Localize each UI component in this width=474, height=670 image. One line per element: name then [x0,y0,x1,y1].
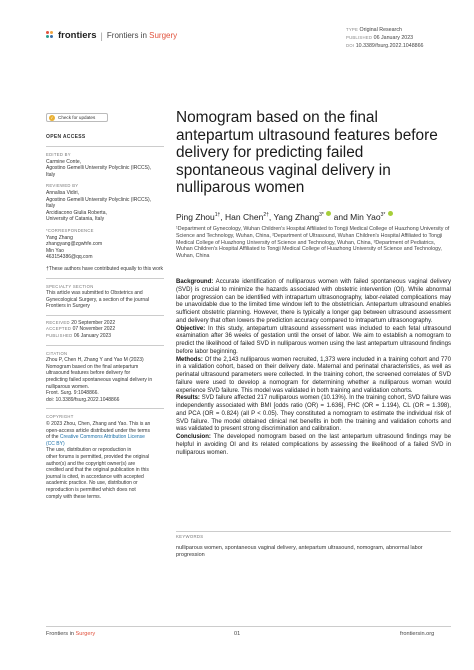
update-check-icon: ✓ [50,114,54,120]
logo-separator: | [100,30,103,41]
article-meta: TYPE Original Research PUBLISHED 06 January 2023 DOI 10.3389/fsurg.2022.1048866 [346,27,424,49]
affiliations: ¹Department of Gynecology, Wuhan Children's Hospital Affiliated to Tongji Medical College of Huazhong University of Science and Technology, Wuhan, China, ²Department of Ultrasound, Wuhan Children's Hospital Affiliated to Tongji Medical College of Huazhong University of Science and Technology, Wuhan, China, ³Department of Pediatrics, Wuhan Children's Hospital Affiliated to Tongji Medical College of Huazhong University of Science and Technology, Wuhan, China [176,226,450,260]
orcid-icon[interactable] [388,211,393,216]
article-title: Nomogram based on the final antepartum ultrasound features before delivery for predicting failed spontaneous vaginal delivery in nulliparous women [176,109,438,197]
footer-site-link[interactable]: frontiersin.org [400,631,435,637]
check-for-updates-button[interactable]: ✓ Check for updates [46,113,108,122]
brand-name: frontiers [58,30,97,41]
keywords-divider [176,531,451,532]
email-link-1[interactable]: zhangyang@zgwhfe.com [46,241,103,248]
cc-license-link[interactable]: Creative Commons Attribution License [59,434,145,441]
email-link-2[interactable]: 463154386@qq.com [46,254,93,261]
journal-logo [46,30,177,41]
author-list: Ping Zhou$^{1\dagger}$, Han Chen$^{2\dagger}$, Yang Zhang$^{3*}$ and Min Yao$^{3*}$ [176,211,393,222]
page-number: 01 [234,631,241,637]
footer-journal: Frontiers in Surgery [46,631,96,637]
abstract: Background: Accurate identification of nulliparous women with failed spontaneous vaginal delivery (SVD) is crucial to minimize the hazards associated with obstetric intervention (OI). While abnormal labor progression can be identified with intrapartum ultrasonography, labor-related complications may be unavoidable due to the limited time window left to the obstetrician. Antepartum ultrasound enables sufficient obstetric planning. However, there is typically a longer gap between ultrasound assessment and delivery that often lowers the prediction accuracy compared to intrapartum ultrasonography. Objective: In this study, antepartum ultrasound assessment was included to each fetal ultrasound examination after 36 weeks of gestation until the onset of labor. We aim to establish a nomogram to predict the likelihood of failed SVD in nulliparous women using the last antepartum ultrasound findings before labor beginning. Methods: Of the 2,143 nulliparous women recruited, 1,373 were included in a training cohort and 770 in a validation cohort, based on their delivery date. Maternal and perinatal characteristics, as well as perinatal ultrasound parameters were collected. In the training cohort, the screened correlates of SVD failure were used to develop a nomogram for determining whether a nulliparous woman would experience SVD failure. This model was validated in both training and validation cohorts. Results: SVD failure affected 217 nulliparous women (10.13%). In the training cohort, SVD failure was independently associated with BMI [odds ratio (OR) = 1.636], FHC (OR = 1.194), CL (OR = 1.398), and PCA (OR = 0.824) (all P < 0.05). They constituted a nomogram to estimate the individual risk of SVD failure. The model obtained clinical net benefits in both the training and validation cohorts and was validated to present strong discrimination and calibration. Conclusion: The developed nomogram based on the last antepartum ultrasound findings may be helpful in avoiding OI and its related complications by assessing the likelihood of a failed SVD in nulliparous women. [176,279,452,456]
frontiers-logo-icon [46,31,55,40]
cc-by-link[interactable]: (CC BY) [46,440,65,447]
footer-divider [46,626,451,627]
open-access-label: OPEN ACCESS [46,134,86,140]
orcid-icon[interactable] [326,211,331,216]
journal-title: Frontiers in Surgery [106,31,178,40]
keywords: nulliparous women, spontaneous vaginal delivery, antepartum ultrasound, nomogram, abnormal labor progression [176,545,423,559]
sidebar-info: EDITED BY Carmine Conte, Agostino Gemelli University Polyclinic (IRCCS), Italy REVIEWED BY Annalisa Vidiri, Agostino Gemelli University Polyclinic (IRCCS), Italy Arcidiacono Giulia Roberta, University of Catania, Italy *CORRESPONDENCE Yang Zhang zhangyang@zgwhfe.com Min Yao 463154386@qq.com †These authors have contributed equally to this work SPECIALTY SECTION This article was submitted to Obstetrics and Gynecological Surgery, a section of the journal Frontiers in Surgery RECEIVED 20 September 2022 ACCEPTED 07 November 2022 PUBLISHED 06 January 2023 CITATION Zhou P, Chen H, Zhang Y and Yao M (2023) Nomogram based on the final antepartum ultrasound features before delivery for predicting failed spontaneous vaginal delivery in nulliparous women. Front. Surg. 9:1048866. doi: 10.3389/fsurg.2022.1048866 COPYRIGHT © 2023 Zhou, Chen, Zhang and Yao. This is an open-access article distributed under the terms of the Creative Commons Attribution License (CC BY) The use, distribution or reproduction in other forums is permitted, provided the original author(s) and the copyright owner(s) are credited and that the original publication in this journal is cited, in accordance with accepted academic practice. No use, distribution or reproduction is permitted which does not comply with these terms. [46,146,164,500]
keywords-heading: KEYWORDS [176,534,204,539]
